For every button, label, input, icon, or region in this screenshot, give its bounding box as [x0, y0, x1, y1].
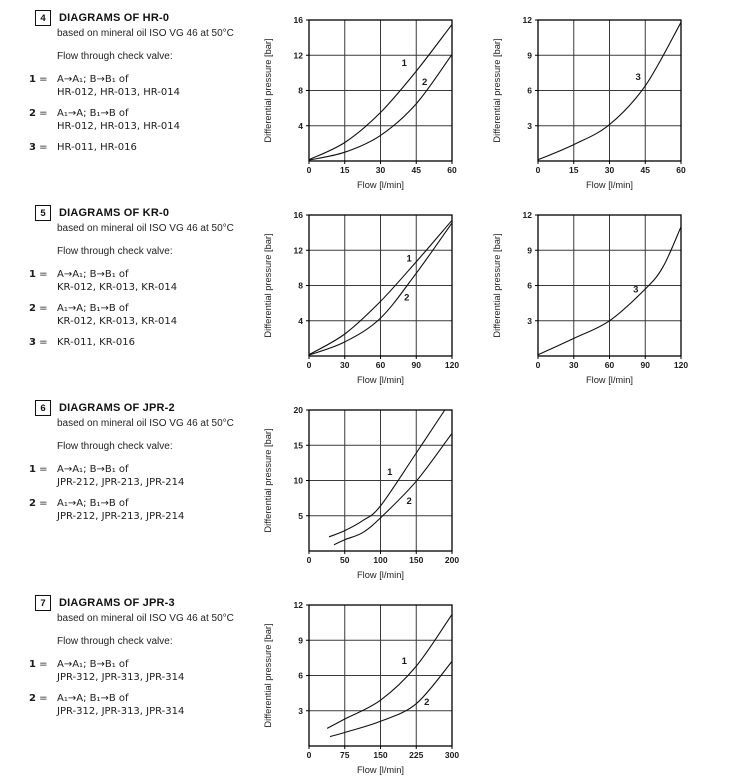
y-axis-title: Differential pressure [bar]	[492, 233, 502, 338]
legend-text	[57, 269, 177, 294]
legend-list	[29, 464, 261, 532]
legend-key	[29, 74, 57, 99]
x-axis-title: Flow [l/min]	[356, 180, 405, 190]
x-tick-label: 60	[447, 165, 457, 175]
section-intro: Flow through check valve:	[57, 51, 173, 62]
y-tick-label: 20	[293, 405, 303, 415]
x-tick-label: 60	[604, 360, 615, 370]
curve-label-2: 2	[404, 292, 410, 304]
curve-label-1: 1	[401, 57, 407, 69]
section-number-box: 6	[35, 400, 51, 416]
section-kr0	[0, 195, 734, 390]
legend-equals-sign: =	[39, 74, 48, 85]
legend-equals-sign: =	[39, 303, 48, 314]
legend-key	[29, 693, 57, 718]
legend-equals-sign: =	[39, 659, 48, 670]
y-tick-label: 9	[527, 245, 532, 256]
legend-text	[57, 498, 184, 523]
section-number-box: 7	[35, 595, 51, 611]
y-axis-title: Differential pressure [bar]	[263, 38, 273, 143]
x-tick-label: 0	[306, 360, 312, 370]
legend-text-line: A→A₁; B→B₁ of	[57, 659, 129, 670]
y-tick-label: 9	[298, 635, 303, 646]
legend-key-number: 1	[29, 659, 36, 670]
x-tick-label: 0	[535, 360, 541, 370]
curve-label-3: 3	[635, 71, 641, 83]
legend-row	[29, 108, 261, 133]
curve-label-1: 1	[401, 655, 407, 667]
section-header	[35, 595, 234, 624]
legend-text-line: KR-011, KR-016	[57, 337, 135, 348]
x-tick-label: 200	[444, 555, 460, 565]
y-axis-title: Differential pressure [bar]	[263, 623, 273, 728]
y-tick-label: 10	[293, 475, 303, 486]
y-tick-label: 4	[298, 120, 303, 131]
legend-text-line: KR-012, KR-013, KR-014	[57, 281, 178, 293]
legend-equals-sign: =	[39, 108, 48, 119]
section-header	[35, 205, 234, 234]
legend-key	[29, 659, 57, 684]
legend-equals-sign: =	[39, 464, 48, 475]
y-tick-label: 12	[293, 50, 303, 61]
curve-label-3: 3	[633, 284, 639, 296]
x-tick-label: 90	[411, 360, 421, 370]
y-axis-title: Differential pressure [bar]	[263, 233, 273, 338]
legend-equals-sign: =	[39, 337, 48, 348]
legend-text	[57, 142, 137, 155]
legend-key	[29, 464, 57, 489]
legend-key-number: 1	[29, 464, 36, 475]
x-axis-title: Flow [l/min]	[585, 375, 634, 385]
legend-text	[57, 659, 184, 684]
y-tick-label: 5	[298, 510, 303, 521]
x-tick-label: 30	[604, 165, 615, 175]
legend-text	[57, 337, 135, 350]
legend-key	[29, 108, 57, 133]
y-axis-title: Differential pressure [bar]	[492, 38, 502, 143]
legend-text-line: JPR-212, JPR-213, JPR-214	[57, 476, 185, 488]
y-tick-label: 8	[298, 280, 303, 291]
x-axis-title: Flow [l/min]	[356, 375, 405, 385]
x-tick-label: 120	[673, 360, 689, 370]
legend-row	[29, 693, 261, 718]
section-title: DIAGRAMS OF HR-0	[59, 12, 170, 24]
section-jpr2	[0, 390, 734, 585]
y-tick-label: 12	[522, 15, 532, 25]
x-tick-label: 15	[569, 165, 579, 175]
y-tick-label: 3	[527, 315, 532, 326]
y-tick-label: 3	[527, 120, 532, 131]
legend-text-line: A₁→A; B₁→B of	[57, 693, 129, 704]
legend-text-line: HR-012, HR-013, HR-014	[57, 120, 180, 132]
section-subtitle: based on mineral oil ISO VG 46 at 50°C	[57, 613, 234, 624]
legend-text-line: A₁→A; B₁→B of	[57, 498, 129, 509]
curve-2	[330, 661, 452, 736]
section-number-box: 5	[35, 205, 51, 221]
y-tick-label: 12	[293, 600, 303, 610]
x-axis-title: Flow [l/min]	[356, 570, 405, 580]
section-title: DIAGRAMS OF JPR-3	[59, 597, 175, 609]
x-tick-label: 45	[411, 165, 421, 175]
legend-key-number: 2	[29, 693, 36, 704]
curve-label-2: 2	[424, 696, 430, 708]
legend-text	[57, 74, 180, 99]
legend-text	[57, 693, 184, 718]
x-tick-label: 100	[373, 555, 388, 565]
legend-text-line: HR-011, HR-016	[57, 142, 137, 153]
legend-list	[29, 74, 261, 164]
legend-row	[29, 142, 261, 155]
legend-row	[29, 303, 261, 328]
legend-text-line: A→A₁; B→B₁ of	[57, 74, 129, 85]
legend-text	[57, 464, 184, 489]
legend-key-number: 2	[29, 108, 36, 119]
legend-text-line: A→A₁; B→B₁ of	[57, 464, 129, 475]
legend-row	[29, 74, 261, 99]
x-tick-label: 60	[375, 360, 386, 370]
section-intro: Flow through check valve:	[57, 636, 173, 647]
legend-text-line: JPR-312, JPR-313, JPR-314	[57, 705, 185, 717]
section-subtitle: based on mineral oil ISO VG 46 at 50°C	[57, 223, 234, 234]
y-tick-label: 16	[293, 15, 303, 25]
x-tick-label: 90	[640, 360, 650, 370]
legend-key-number: 1	[29, 74, 36, 85]
legend-text-line: A₁→A; B₁→B of	[57, 108, 129, 119]
legend-row	[29, 659, 261, 684]
y-tick-label: 6	[527, 280, 532, 291]
x-tick-label: 300	[444, 750, 460, 760]
legend-key-number: 3	[29, 337, 36, 348]
legend-key	[29, 142, 57, 155]
curve-label-2: 2	[406, 495, 412, 507]
legend-text-line: JPR-312, JPR-313, JPR-314	[57, 671, 185, 683]
section-header	[35, 10, 234, 39]
chart-kr0-flow-curves-1-2	[262, 197, 467, 389]
legend-key-number: 3	[29, 142, 36, 153]
legend-text-line: A→A₁; B→B₁ of	[57, 269, 129, 280]
x-axis-title: Flow [l/min]	[585, 180, 634, 190]
legend-key-number: 2	[29, 498, 36, 509]
x-tick-label: 30	[569, 360, 579, 370]
x-tick-label: 120	[444, 360, 460, 370]
x-tick-label: 15	[340, 165, 350, 175]
legend-text-line: KR-012, KR-013, KR-014	[57, 315, 178, 327]
y-tick-label: 3	[298, 705, 303, 716]
y-tick-label: 9	[527, 50, 532, 61]
legend-text-line: A₁→A; B₁→B of	[57, 303, 129, 314]
section-number-box: 4	[35, 10, 51, 26]
x-tick-label: 45	[640, 165, 650, 175]
x-tick-label: 225	[409, 750, 424, 760]
y-tick-label: 6	[527, 85, 532, 96]
legend-key-number: 2	[29, 303, 36, 314]
curve-label-1: 1	[406, 253, 412, 265]
section-subtitle: based on mineral oil ISO VG 46 at 50°C	[57, 418, 234, 429]
section-header	[35, 400, 234, 429]
x-tick-label: 150	[373, 750, 388, 760]
x-tick-label: 30	[340, 360, 350, 370]
section-intro: Flow through check valve:	[57, 441, 173, 452]
section-intro: Flow through check valve:	[57, 246, 173, 257]
y-tick-label: 12	[293, 245, 303, 256]
section-title: DIAGRAMS OF KR-0	[59, 207, 170, 219]
x-tick-label: 60	[676, 165, 686, 175]
section-subtitle: based on mineral oil ISO VG 46 at 50°C	[57, 28, 234, 39]
legend-text-line: JPR-212, JPR-213, JPR-214	[57, 510, 185, 522]
chart-jpr3-flow-curves-1-2	[262, 587, 467, 779]
legend-equals-sign: =	[39, 693, 48, 704]
chart-hr0-flow-curves-1-2	[262, 2, 467, 194]
x-tick-label: 150	[409, 555, 424, 565]
chart-hr0-flow-curve-3	[491, 2, 696, 194]
legend-key	[29, 269, 57, 294]
legend-equals-sign: =	[39, 269, 48, 280]
section-jpr3	[0, 585, 734, 780]
y-tick-label: 16	[293, 210, 303, 220]
x-tick-label: 0	[306, 555, 312, 565]
x-tick-label: 75	[340, 750, 350, 760]
legend-key	[29, 337, 57, 350]
legend-row	[29, 498, 261, 523]
y-axis-title: Differential pressure [bar]	[263, 428, 273, 533]
x-tick-label: 0	[306, 750, 312, 760]
legend-key-number: 1	[29, 269, 36, 280]
legend-text-line: HR-012, HR-013, HR-014	[57, 86, 180, 98]
legend-row	[29, 337, 261, 350]
y-tick-label: 8	[298, 85, 303, 96]
section-title: DIAGRAMS OF JPR-2	[59, 402, 175, 414]
legend-row	[29, 464, 261, 489]
section-hr0	[0, 0, 734, 195]
curve-1	[327, 614, 452, 728]
y-tick-label: 12	[522, 210, 532, 220]
legend-key	[29, 303, 57, 328]
legend-text	[57, 108, 180, 133]
curve-label-1: 1	[387, 466, 393, 478]
legend-list	[29, 659, 261, 727]
legend-text	[57, 303, 177, 328]
x-tick-label: 30	[375, 165, 386, 175]
y-tick-label: 15	[293, 440, 303, 451]
legend-equals-sign: =	[39, 498, 48, 509]
chart-kr0-flow-curve-3	[491, 197, 696, 389]
chart-jpr2-flow-curves-1-2	[262, 392, 467, 584]
legend-equals-sign: =	[39, 142, 48, 153]
legend-key	[29, 498, 57, 523]
legend-row	[29, 269, 261, 294]
legend-list	[29, 269, 261, 359]
x-tick-label: 50	[340, 555, 350, 565]
x-tick-label: 0	[535, 165, 541, 175]
y-tick-label: 4	[298, 315, 303, 326]
curve-label-2: 2	[421, 77, 428, 89]
y-tick-label: 6	[298, 670, 303, 681]
x-axis-title: Flow [l/min]	[356, 765, 405, 775]
x-tick-label: 0	[306, 165, 312, 175]
